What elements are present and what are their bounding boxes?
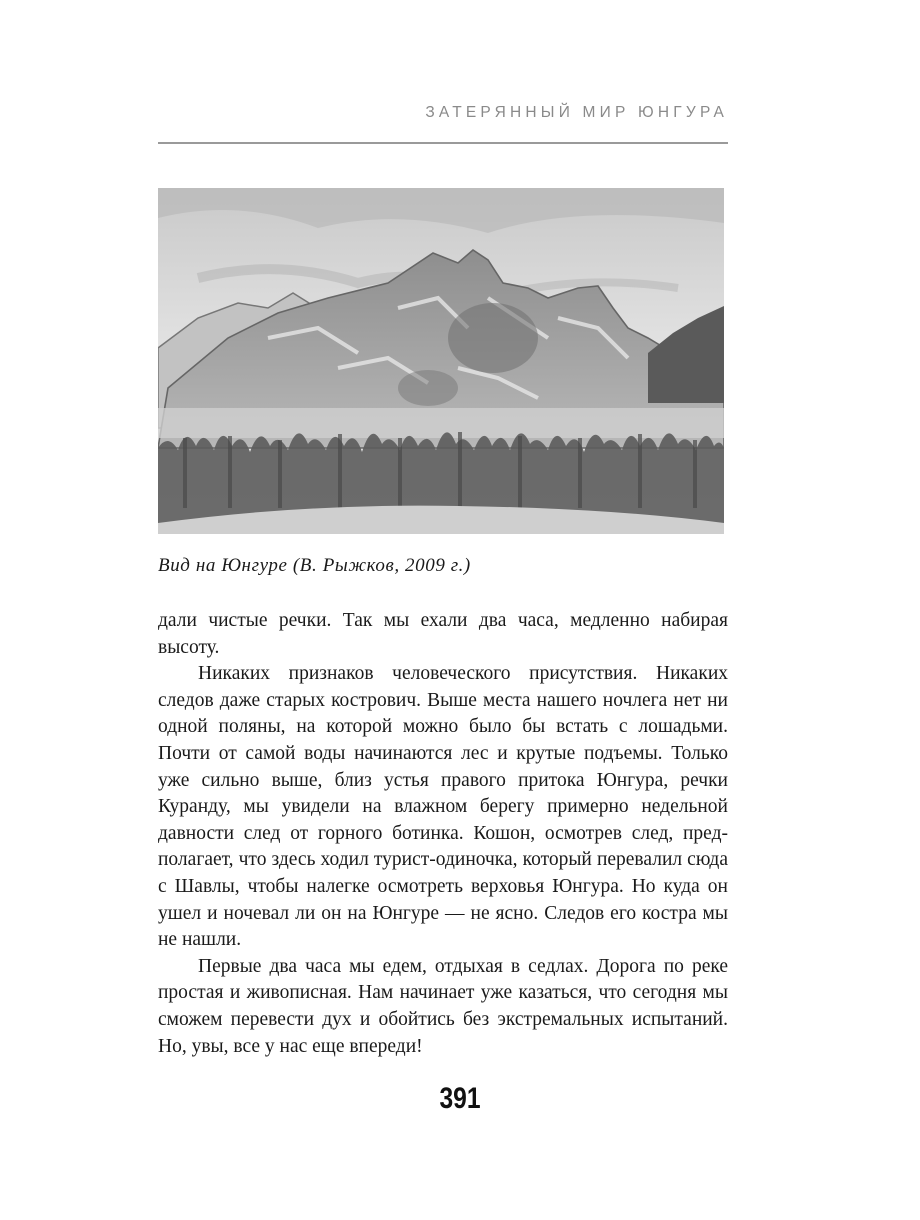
- header-rule: [158, 142, 728, 144]
- body-text: [158, 608, 728, 1060]
- paragraph: Первые два часа мы едем, отдыхая в седлах. Дорога по реке простая и живописная. Нам начинает уже казаться, что сегодня мы сможем перевести дух и обойтись без экстремальных испытаний. Но, увы, все у нас еще впереди!: [158, 955, 728, 1057]
- paragraph: Никаких признаков человеческого присутствия. Никаких следов даже старых кострович. Выше места нашего ночлега нет ни одной поляны, на которой можно было бы встать с лошадьми. Почти от самой воды начинаются лес и крутые подъемы. Только уже сильно выше, близ устья правого притока Юнгура, речки Куранду, мы увидели на влажном берегу примерно недельной давности след от горного ботинка. Кошон, осмотрев след, предполагает, что здесь ходил турист-одиночка, который перевалил сюда с Шавлы, чтобы налегке осмотреть верховья Юнгура. Но куда он ушел и ночевал ли он на Юнгуре — не ясно. Следов его костра мы не нашли.: [158, 663, 728, 951]
- mountain-landscape-illustration: [158, 188, 724, 534]
- mountain-landscape-icon: [158, 188, 724, 534]
- paragraph: дали чистые речки. Так мы ехали два часа, медленно набирая высоту.: [158, 610, 728, 658]
- running-header: ЗАТЕРЯННЫЙ МИР ЮНГУРА: [425, 104, 728, 121]
- figure-caption: Вид на Юнгуре (В. Рыжков, 2009 г.): [158, 555, 471, 576]
- page-number: 391: [439, 1082, 481, 1115]
